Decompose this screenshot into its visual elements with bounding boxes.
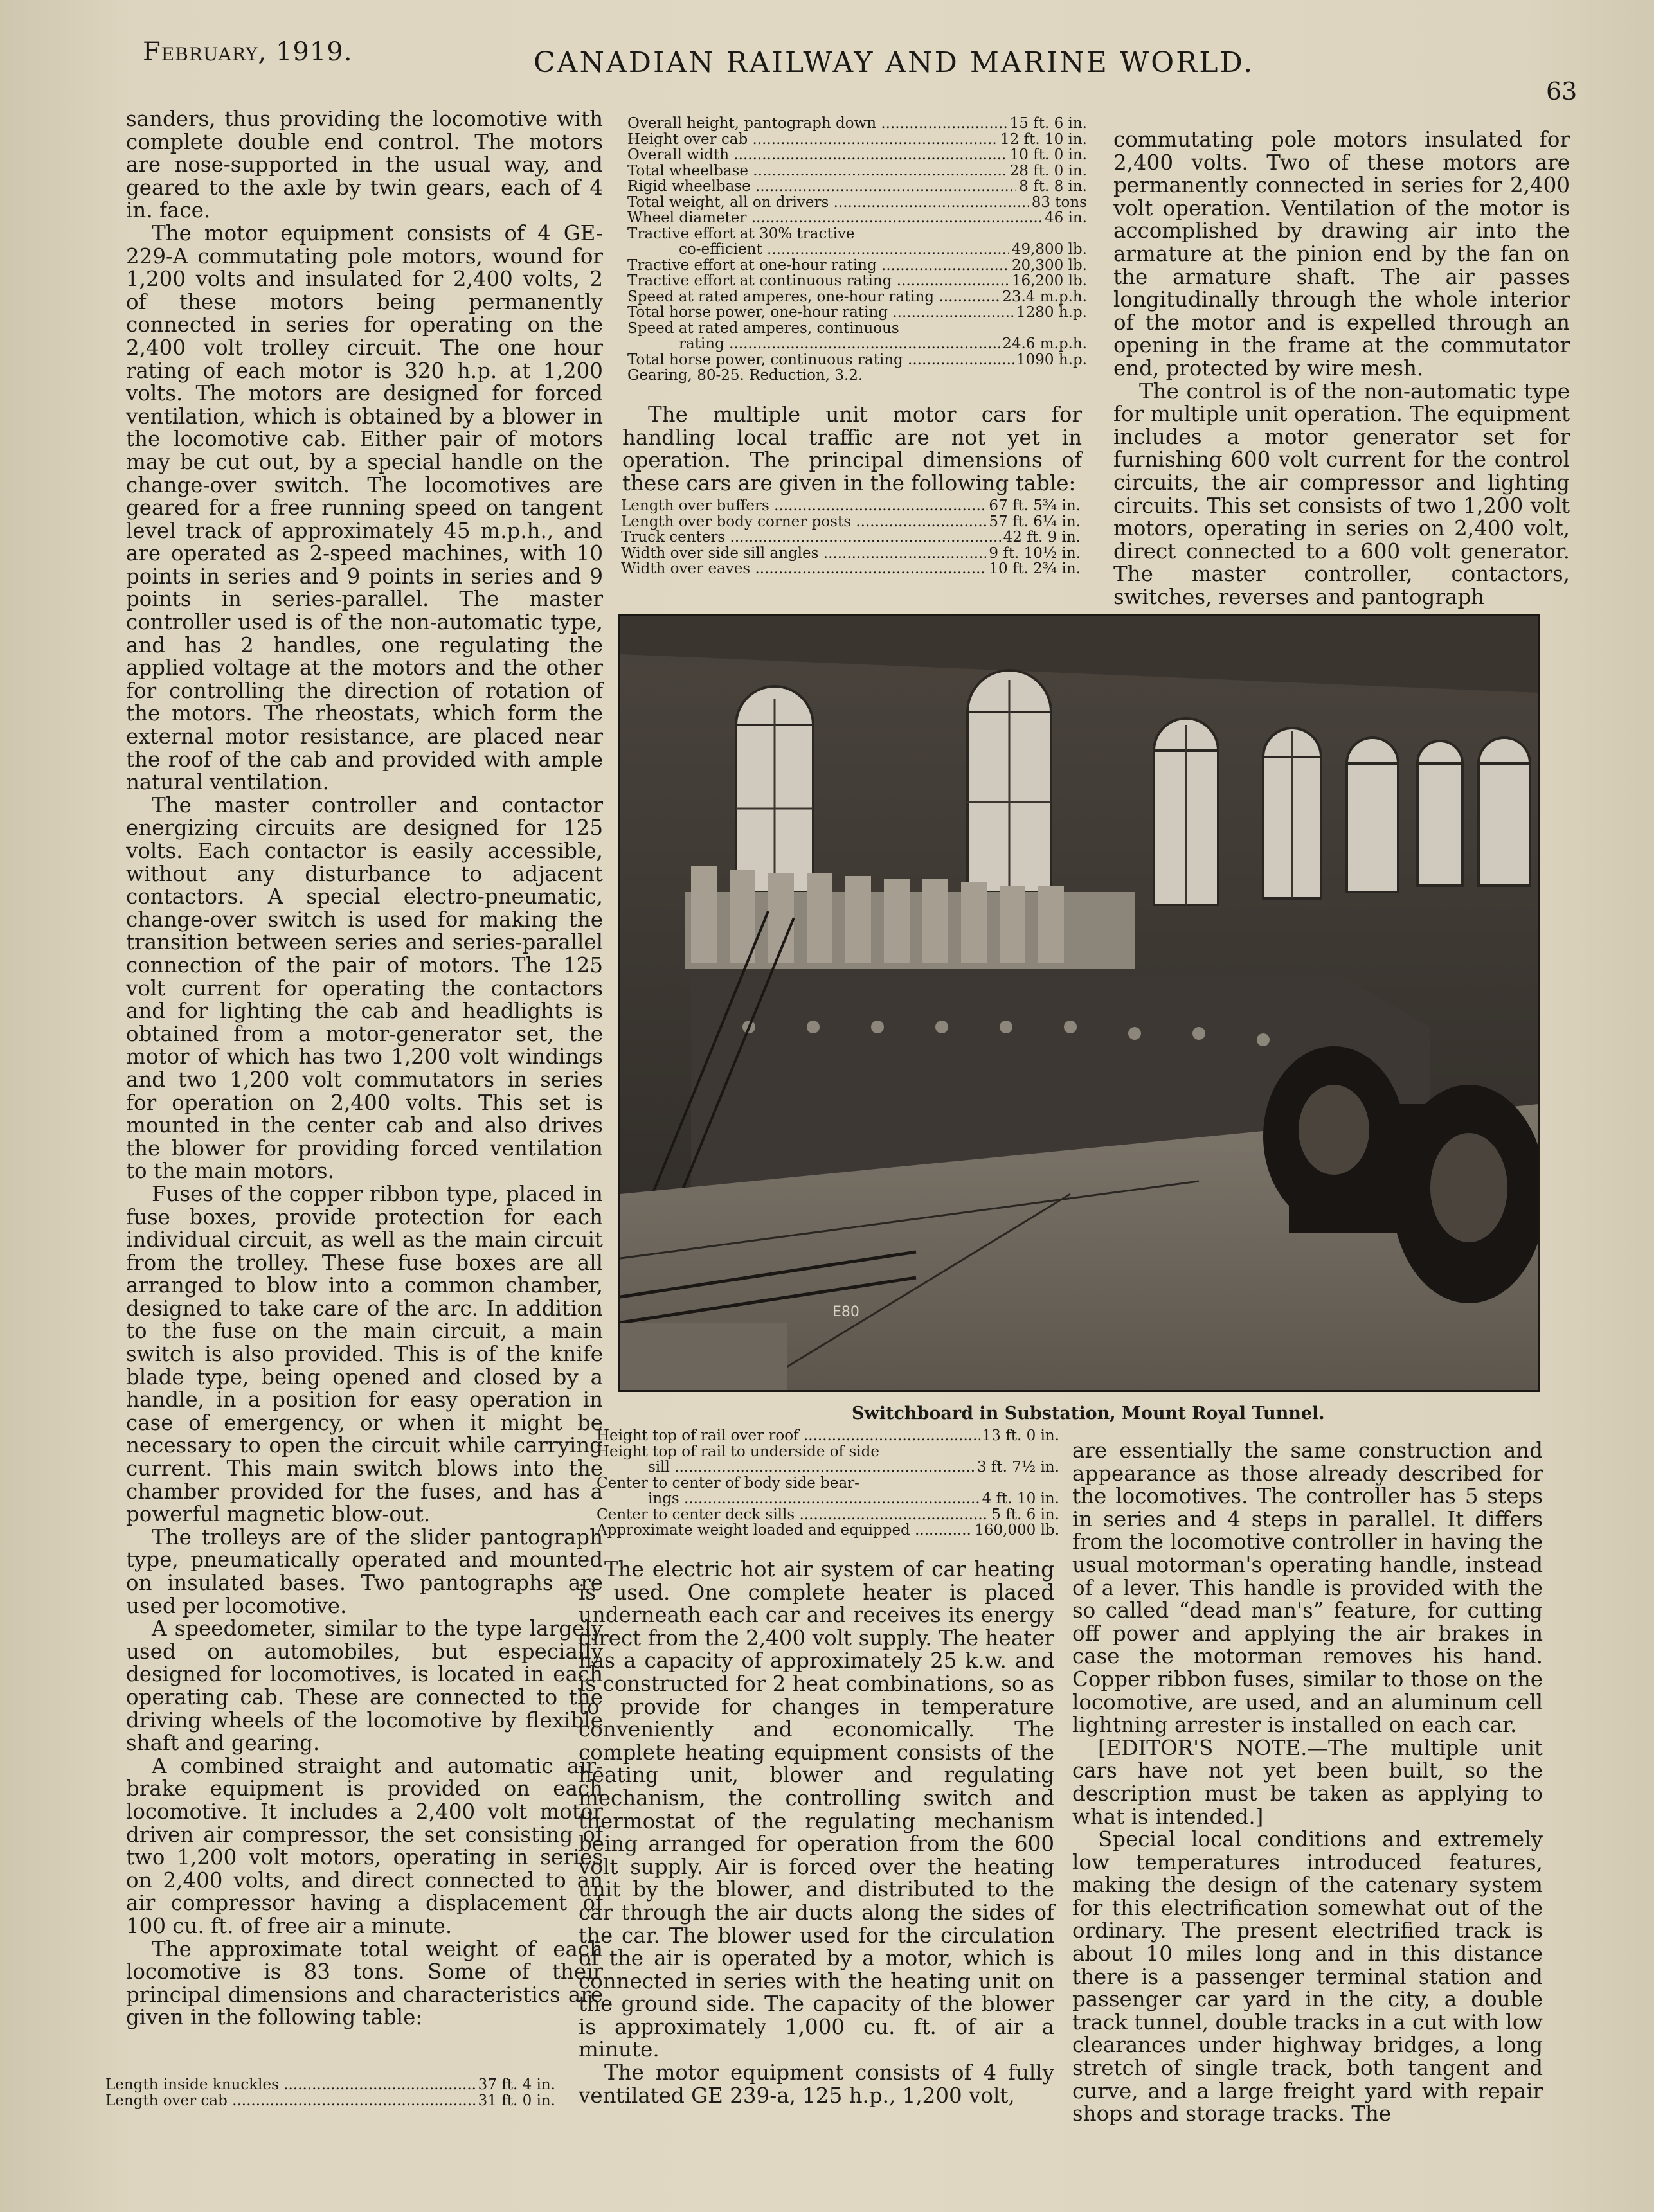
paragraph: commutating pole motors insulated for 2,400 volts. Two of these motors are permanently connected in series for 2,400 volt operation. Ventilation of the motor is accomplished by drawing air into the armature at the pinion end by the fan on the armature shaft. The air passes longitudinally through the whole interior of the motor and is expelled through an opening in the frame at the commutator end, protected by wire mesh. [1113,127,1570,380]
paragraph: The motor equipment consists of 4 GE-229-A commutating pole motors, wound for 1,200 volts and insulated for 2,400 volts, 2 of these motors being permanently connected in series for operating on the 2,400 volt trolley circuit. The one hour rating of each motor is 320 h.p. at 1,200 volts. The motors are designed for forced ventilation, which is obtained by a blower in the locomotive cab. Either pair of motors may be cut out, by a special handle on the change-over switch. The locomotives are geared for a free running speed on tangent level track of approximately 45 m.p.h., and are operated as 2-speed machines, with 10 points in series and 9 points in series and 9 points in series-parallel. The master controller used is of the non-automatic type, and has 2 handles, one regulating the applied voltage at the motors and the other for controlling the direction of rotation of the motors. The rheostats, which form the external motor resistance, are placed near the roof of the cab and provided with ample natural ventilation. [126,220,603,795]
spec-label: Gearing, 80-25. Reduction, 3.2. [627,367,863,384]
locomotive-spec-table [627,116,1087,384]
spec-row [597,1522,1059,1539]
spec-label: Approximate weight loaded and equipped ..... [597,1522,972,1539]
left-column [126,108,603,2029]
spec-value: 46 in. [1044,210,1087,226]
spec-row [627,210,1087,226]
spec-row [621,546,1081,562]
spec-row [627,321,1087,337]
spec-row [627,195,1087,211]
spec-label: Width over side sill angles ..... [621,546,986,562]
spec-label: Tractive effort at continuous rating ..... [627,273,1009,289]
spec-value: 49,800 lb. [1011,241,1087,258]
spec-label: sill ..... [597,1459,975,1476]
spec-label: Height top of rail over roof ..... [597,1428,980,1444]
spec-value: 42 ft. 9 in. [1003,529,1081,546]
spec-value: 9 ft. 10½ in. [989,544,1081,562]
spec-label: Total weight, all on drivers ..... [627,195,1029,211]
spec-label: co-efficient ..... [627,242,1009,258]
spec-label: Wheel diameter ..... [627,210,1042,226]
spec-row [627,352,1087,368]
spec-row [627,242,1087,258]
paragraph: The multiple unit motor cars for handling local traffic are not yet in operation. The principal dimensions of these cars are given in the following table: [622,402,1082,495]
paragraph: The motor equipment consists of 4 fully ventilated GE 239-a, 125 h.p., 1,200 volt, [579,2060,1054,2108]
spec-label: Overall height, pantograph down ..... [627,116,1007,132]
spec-label: Total wheelbase ..... [627,163,1007,179]
spec-value: 1090 h.p. [1016,351,1087,368]
spec-label: Height over cab ..... [627,132,998,148]
publication-title: CANADIAN RAILWAY AND MARINE WORLD. [534,46,1255,79]
spec-row [627,368,1087,384]
spec-label: Overall width ..... [627,147,1007,163]
spec-value: 4 ft. 10 in. [982,1490,1059,1507]
spec-row [597,1507,1059,1523]
paragraph: A combined straight and automatic air-brake equipment is provided on each locomotive. It includes a 2,400 volt motor driven air compressor, the set consisting of two 1,200 volt motors, operating in series on 2,400 volts, and direct connected to an air compressor having a displacement of 100 cu. ft. of free air a minute. [126,1753,603,1938]
spec-row [627,289,1087,305]
spec-value: 15 ft. 6 in. [1009,115,1087,132]
spec-row [621,514,1081,530]
spec-value: 57 ft. 6¼ in. [989,513,1081,530]
spec-row [627,336,1087,352]
spec-label: Width over eaves ..... [621,561,986,577]
spec-row [627,226,1087,242]
spec-value: 24.6 m.p.h. [1002,335,1087,352]
car-spec-table [621,498,1081,577]
paragraph: A speedometer, similar to the type largely used on automobiles, but especially designed for locomotives, is located in each operating cab. These are connected to the driving wheels of the locomotive by flexible shaft and gearing. [126,1616,603,1756]
spec-row: Length inside knuckles ..... 37 ft. 4 in. [105,2077,555,2093]
paragraph: The approximate total weight of each locomotive is 83 tons. Some of their principal dimensions and characteristics are given in the following table: [126,1936,603,2030]
spec-row [597,1444,1059,1460]
spec-row [627,273,1087,289]
spec-row [627,179,1087,195]
photo-caption: Switchboard in Substation, Mount Royal Tunnel. [852,1404,1325,1423]
spec-value: 20,300 lb. [1011,256,1087,274]
spec-row [621,530,1081,546]
spec-label: Truck centers ..... [621,530,1001,546]
spec-value: 3 ft. 7½ in. [976,1459,1059,1476]
paragraph: The control is of the non-automatic type for multiple unit operation. The equipment includes a motor generator set for furnishing 600 volt current for the control circuits, the air compressor and lighting circuits. This set consists of two 1,200 volt motors, operating in series on 2,400 volt, direct connected to a 600 volt generator. The master controller, contactors, switches, reverses and pantograph [1113,379,1570,609]
spec-value: 1280 h.p. [1016,304,1087,321]
spec-value: 12 ft. 10 in. [1000,130,1087,148]
spec-label: Length over body corner posts ..... [621,514,986,530]
spec-label: Center to center of body side bear- [597,1474,859,1492]
spec-value: 16,200 lb. [1011,272,1087,289]
spec-label: ings ..... [597,1491,980,1507]
spec-row [627,258,1087,274]
spec-value: 67 ft. 5¾ in. [989,497,1081,514]
spec-row [621,498,1081,514]
middle-bottom-column [579,1558,1054,2107]
spec-value: 83 tons [1031,193,1087,211]
car-height-spec-table [597,1428,1059,1539]
spec-value: 8 ft. 8 in. [1019,178,1087,195]
spec-row [627,116,1087,132]
spec-value: 10 ft. 0 in. [1009,147,1087,163]
spec-value: 13 ft. 0 in. [982,1427,1059,1444]
switchboard-photo-illustration [620,616,1538,1390]
paragraph: The trolleys are of the slider pantograph type, pneumatically operated and mounted on insulated bases. Two pantographs are used per locomotive. [126,1524,603,1618]
spec-row [627,163,1087,179]
substation-photo [618,614,1540,1392]
spec-label: Total horse power, one-hour rating ..... [627,305,1014,321]
spec-value: 10 ft. 2¾ in. [989,560,1081,577]
page-number: 63 [1546,77,1578,105]
spec-row [597,1459,1059,1476]
spec-label: Length over buffers ..... [621,498,986,514]
spec-value: 23.4 m.p.h. [1002,288,1087,305]
paragraph: The master controller and contactor energizing circuits are designed for 125 volts. Each contactor is easily accessible, without any disturbance to adjacent contactors. A special electro-pneumatic, change-over switch is used for making the transition between series and series-parallel connection of the pair of motors. The 125 volt current for operating the contactors and for lighting the cab and headlights is obtained from a motor-generator set, the motor of which has two 1,200 volt windings and two 1,200 volt commutators in series for operation on 2,400 volts. This set is mounted in the center cab and also drives the blower for providing forced ventilation to the main motors. [126,792,603,1184]
paragraph: Fuses of the copper ribbon type, placed in fuse boxes, provide protection for each individual circuit, as well as the main circuit from the trolley. These fuse boxes are all arranged to blow into a common chamber, designed to take care of the arc. In addition to the fuse on the main circuit, a main switch is also provided. This is of the knife blade type, being opened and closed by a handle, in a position for easy operation in case of emergency, or when it might be necessary to open the circuit while carrying current. This main switch blows into the chamber provided for the fuses, and has a powerful magnetic blow-out. [126,1181,603,1527]
paragraph: Special local conditions and extremely low temperatures introduced features, making the design of the catenary system for this electrification somewhat out of the ordinary. The present electrified track is about 10 miles long and in this distance there is a passenger terminal station and passenger car yard in the city, a double track tunnel, double tracks in a cut with low clearances under highway bridges, a long stretch of single track, both tangent and curve, and a large freight yard with repair shops and storage tracks. The [1072,1827,1543,2127]
spec-label: Rigid wheelbase ..... [627,179,1016,195]
spec-value: 28 ft. 0 in. [1009,162,1087,179]
spec-label: rating ..... [627,336,1000,352]
spec-value: 5 ft. 6 in. [991,1506,1059,1523]
right-bottom-column [1072,1440,1543,2126]
spec-label: Total horse power, continuous rating ..... [627,352,1014,368]
paragraph: sanders, thus providing the locomotive with complete double end control. The motors are nose-supported in the usual way, and geared to the axle by twin gears, each of 4 in. face. [126,107,603,223]
spec-label: Speed at rated amperes, one-hour rating ..... [627,289,1000,305]
spec-row [597,1428,1059,1444]
spec-row [597,1491,1059,1507]
spec-row: Length over cab ..... 31 ft. 0 in. [105,2093,555,2109]
spec-value: 160,000 lb. [975,1522,1059,1539]
issue-date: February, 1919. [143,37,353,67]
photo-label: E80 [832,1304,859,1320]
locomotive-length-table [105,2077,555,2109]
spec-label: Tractive effort at 30% tractive [627,225,855,242]
paragraph: [EDITOR'S NOTE.—The multiple unit cars have not yet been built, so the description must be taken as applying to what is intended.] [1072,1735,1543,1829]
paragraph: are essentially the same construction and appearance as those already described for the locomotives. The controller has 5 steps in series and 4 steps in parallel. It differs from the locomotive controller in having the usual motorman's operating handle, instead of a lever. This handle is provided with the so called “dead man's” feature, for cutting off power and applying the air brakes in case the motorman removes his hand. Copper ribbon fuses, similar to those on the locomotive, are used, and an aluminum cell lightning arrester is installed on each car. [1072,1438,1543,1738]
spec-label: Tractive effort at one-hour rating ..... [627,258,1009,274]
spec-label: Speed at rated amperes, continuous [627,319,899,337]
spec-label: Center to center deck sills ..... [597,1507,989,1523]
spec-row [627,147,1087,163]
spec-label: Height top of rail to underside of side [597,1443,879,1460]
spec-row [627,305,1087,321]
spec-row [627,132,1087,148]
spec-row [621,561,1081,577]
middle-intro [622,404,1082,495]
paragraph: The electric hot air system of car heating is used. One complete heater is placed underneath each car and receives its energy direct from the 2,400 volt supply. The heater has a capacity of approximately 25 k.w. and is constructed for 2 heat combinations, so as to provide for changes in temperature conveniently and economically. The complete heating equipment consists of the heating unit, blower and regulating mechanism, the controlling switch and thermostat of the regulating mechanism being arranged for operation from the 600 volt supply. Air is forced over the heating unit by the blower, and distributed to the car through the air ducts along the sides of the car. The blower used for the circulation of the air is operated by a motor, which is connected in series with the heating unit on the ground side. The capacity of the blower is approximately 1,000 cu. ft. of air a minute. [579,1557,1054,2062]
spec-row [597,1476,1059,1492]
right-top-column [1113,129,1570,609]
